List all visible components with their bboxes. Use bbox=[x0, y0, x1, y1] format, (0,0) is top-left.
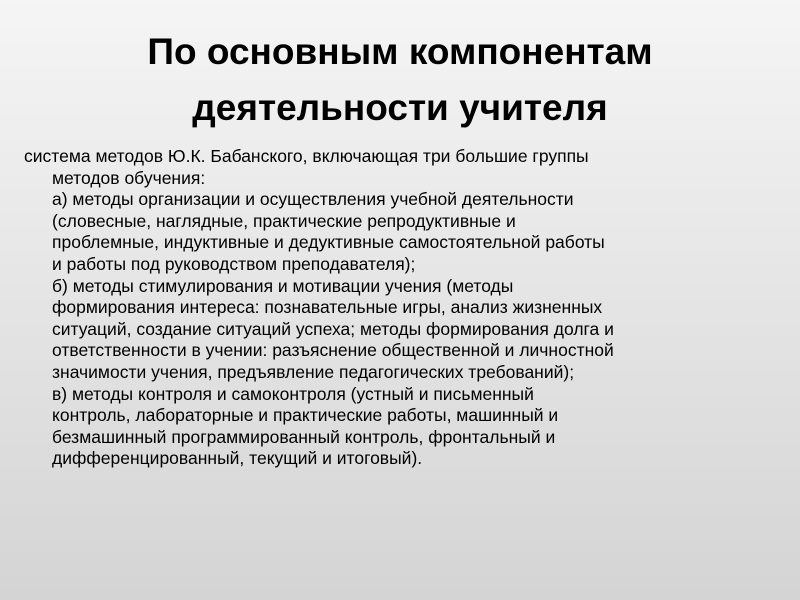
body-line: ответственности в учении: разъяснение общественной и личностной bbox=[52, 340, 614, 361]
slide-body bbox=[24, 146, 776, 470]
title-line-1: По основным компонентам bbox=[147, 31, 653, 72]
body-line: дифференцированный, текущий и итоговый). bbox=[52, 448, 423, 469]
body-line: а) методы организации и осуществления учебной деятельности bbox=[52, 189, 574, 210]
body-line: проблемные, индуктивные и дедуктивные самостоятельной работы bbox=[52, 232, 605, 253]
body-line: значимости учения, предъявление педагогических требований); bbox=[52, 361, 575, 382]
body-line: формирования интереса: познавательные игры, анализ жизненных bbox=[52, 297, 603, 318]
body-line: и работы под руководством преподавателя); bbox=[52, 253, 416, 274]
body-line: методов обучения: bbox=[52, 167, 206, 188]
body-line: б) методы стимулирования и мотивации учения (методы bbox=[52, 275, 514, 296]
body-line: в) методы контроля и самоконтроля (устный и письменный bbox=[52, 383, 534, 404]
body-line: безмашинный программированный контроль, фронтальный и bbox=[52, 426, 556, 447]
title-line-2: деятельности учителя bbox=[192, 87, 608, 128]
body-line: ситуаций, создание ситуаций успеха; методы формирования долга и bbox=[52, 318, 614, 339]
body-line: контроль, лабораторные и практические работы, машинный и bbox=[52, 405, 559, 426]
body-line: (словесные, наглядные, практические репродуктивные и bbox=[52, 210, 516, 231]
body-line: система методов Ю.К. Бабанского, включающая три большие группы bbox=[24, 146, 589, 166]
slide-title bbox=[40, 24, 760, 136]
